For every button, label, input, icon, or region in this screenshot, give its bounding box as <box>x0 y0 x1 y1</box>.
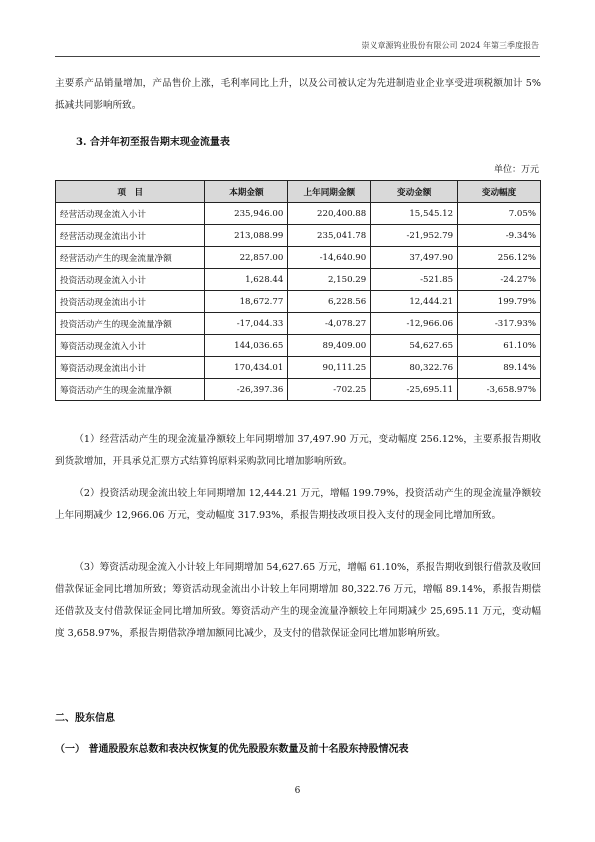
col-header-change-amount: 变动金额 <box>371 181 458 203</box>
section-3-title: 3. 合并年初至报告期末现金流量表 <box>76 137 230 148</box>
current-amount: -17,044.33 <box>205 313 288 335</box>
row-label: 筹资活动现金流入小计 <box>56 335 205 357</box>
current-amount: 170,434.01 <box>205 357 288 379</box>
change-rate: -317.93% <box>458 313 541 335</box>
change-rate: 256.12% <box>458 247 541 269</box>
current-amount: 1,628.44 <box>205 269 288 291</box>
table-row <box>56 247 541 269</box>
row-label: 经营活动现金流入小计 <box>56 203 205 225</box>
prior-amount: 220,400.88 <box>288 203 371 225</box>
change-rate: -3,658.97% <box>458 379 541 401</box>
note-operating: （1）经营活动产生的现金流量净额较上年同期增加 37,497.90 万元，变动幅度 256.12%，主要系报告期收到货款增加，开具承兑汇票方式结算钨原料采购款同比增加影响所致。 <box>55 434 541 467</box>
current-amount: 235,946.00 <box>205 203 288 225</box>
prior-amount: 90,111.25 <box>288 357 371 379</box>
prior-amount: 235,041.78 <box>288 225 371 247</box>
note-investing: （2）投资活动现金流出较上年同期增加 12,444.21 万元，增幅 199.79%，投资活动产生的现金流量净额较上年同期减少 12,966.06 万元，变动幅度 317.93%，系报告期技改项目投入支付的现金同比增加所致。 <box>55 488 541 521</box>
header-divider <box>55 56 540 57</box>
change-amount: -21,952.79 <box>371 225 458 247</box>
change-amount: 15,545.12 <box>371 203 458 225</box>
intro-paragraph: 主要系产品销量增加，产品售价上涨，毛利率同比上升，以及公司被认定为先进制造业企业享受进项税额加计 5%抵减共同影响所致。 <box>55 78 541 111</box>
table-row <box>56 203 541 225</box>
change-rate: 61.10% <box>458 335 541 357</box>
current-amount: 144,036.65 <box>205 335 288 357</box>
current-amount: 18,672.77 <box>205 291 288 313</box>
current-amount: -26,397.36 <box>205 379 288 401</box>
table-row <box>56 291 541 313</box>
change-amount: 54,627.65 <box>371 335 458 357</box>
col-header-item: 项 目 <box>56 181 205 203</box>
change-amount: 80,322.76 <box>371 357 458 379</box>
prior-amount: 89,409.00 <box>288 335 371 357</box>
prior-amount: 2,150.29 <box>288 269 371 291</box>
change-amount: -25,695.11 <box>371 379 458 401</box>
section-two-title: 二、股东信息 <box>55 713 115 724</box>
change-rate: -24.27% <box>458 269 541 291</box>
row-label: 投资活动现金流出小计 <box>56 291 205 313</box>
page-number: 6 <box>294 786 301 796</box>
change-rate: -9.34% <box>458 225 541 247</box>
note-financing: （3）筹资活动现金流入小计较上年同期增加 54,627.65 万元，增幅 61.10%，系报告期收到银行借款及收回借款保证金同比增加所致；筹资活动现金流出小计较上年同期增加 80,322.76 万元，增幅 89.14%，系报告期偿还借款及支付借款保证金同比增加所致。筹资活动产生的现金流量净额较上年同期减少 25,695.11 万元，变动幅度 3,658.97%，系报告期借款净增加额同比减少，及支付的借款保证金同比增加影响所致。 <box>55 562 541 639</box>
current-amount: 213,088.99 <box>205 225 288 247</box>
change-rate: 7.05% <box>458 203 541 225</box>
table-row <box>56 379 541 401</box>
row-label: 经营活动产生的现金流量净额 <box>56 247 205 269</box>
table-row <box>56 313 541 335</box>
change-amount: -521.85 <box>371 269 458 291</box>
cash-flow-table <box>55 180 541 401</box>
table-row <box>56 225 541 247</box>
row-label: 筹资活动产生的现金流量净额 <box>56 379 205 401</box>
prior-amount: 6,228.56 <box>288 291 371 313</box>
prior-amount: -14,640.90 <box>288 247 371 269</box>
row-label: 经营活动现金流出小计 <box>56 225 205 247</box>
prior-amount: -702.25 <box>288 379 371 401</box>
row-label: 投资活动产生的现金流量净额 <box>56 313 205 335</box>
col-header-change-rate: 变动幅度 <box>458 181 541 203</box>
unit-label: 单位：万元 <box>493 165 539 175</box>
current-amount: 22,857.00 <box>205 247 288 269</box>
table-header-row <box>56 181 541 203</box>
table-row <box>56 335 541 357</box>
col-header-current: 本期金额 <box>205 181 288 203</box>
row-label: 投资活动现金流入小计 <box>56 269 205 291</box>
report-header: 崇义章源钨业股份有限公司 2024 年第三季度报告 <box>361 41 539 50</box>
change-rate: 89.14% <box>458 357 541 379</box>
change-amount: -12,966.06 <box>371 313 458 335</box>
row-label: 筹资活动现金流出小计 <box>56 357 205 379</box>
change-amount: 37,497.90 <box>371 247 458 269</box>
table-row <box>56 357 541 379</box>
prior-amount: -4,078.27 <box>288 313 371 335</box>
table-row <box>56 269 541 291</box>
change-rate: 199.79% <box>458 291 541 313</box>
col-header-prior: 上年同期金额 <box>288 181 371 203</box>
change-amount: 12,444.21 <box>371 291 458 313</box>
subsection-title: （一） 普通股股东总数和表决权恢复的优先股股东数量及前十名股东持股情况表 <box>55 744 409 755</box>
